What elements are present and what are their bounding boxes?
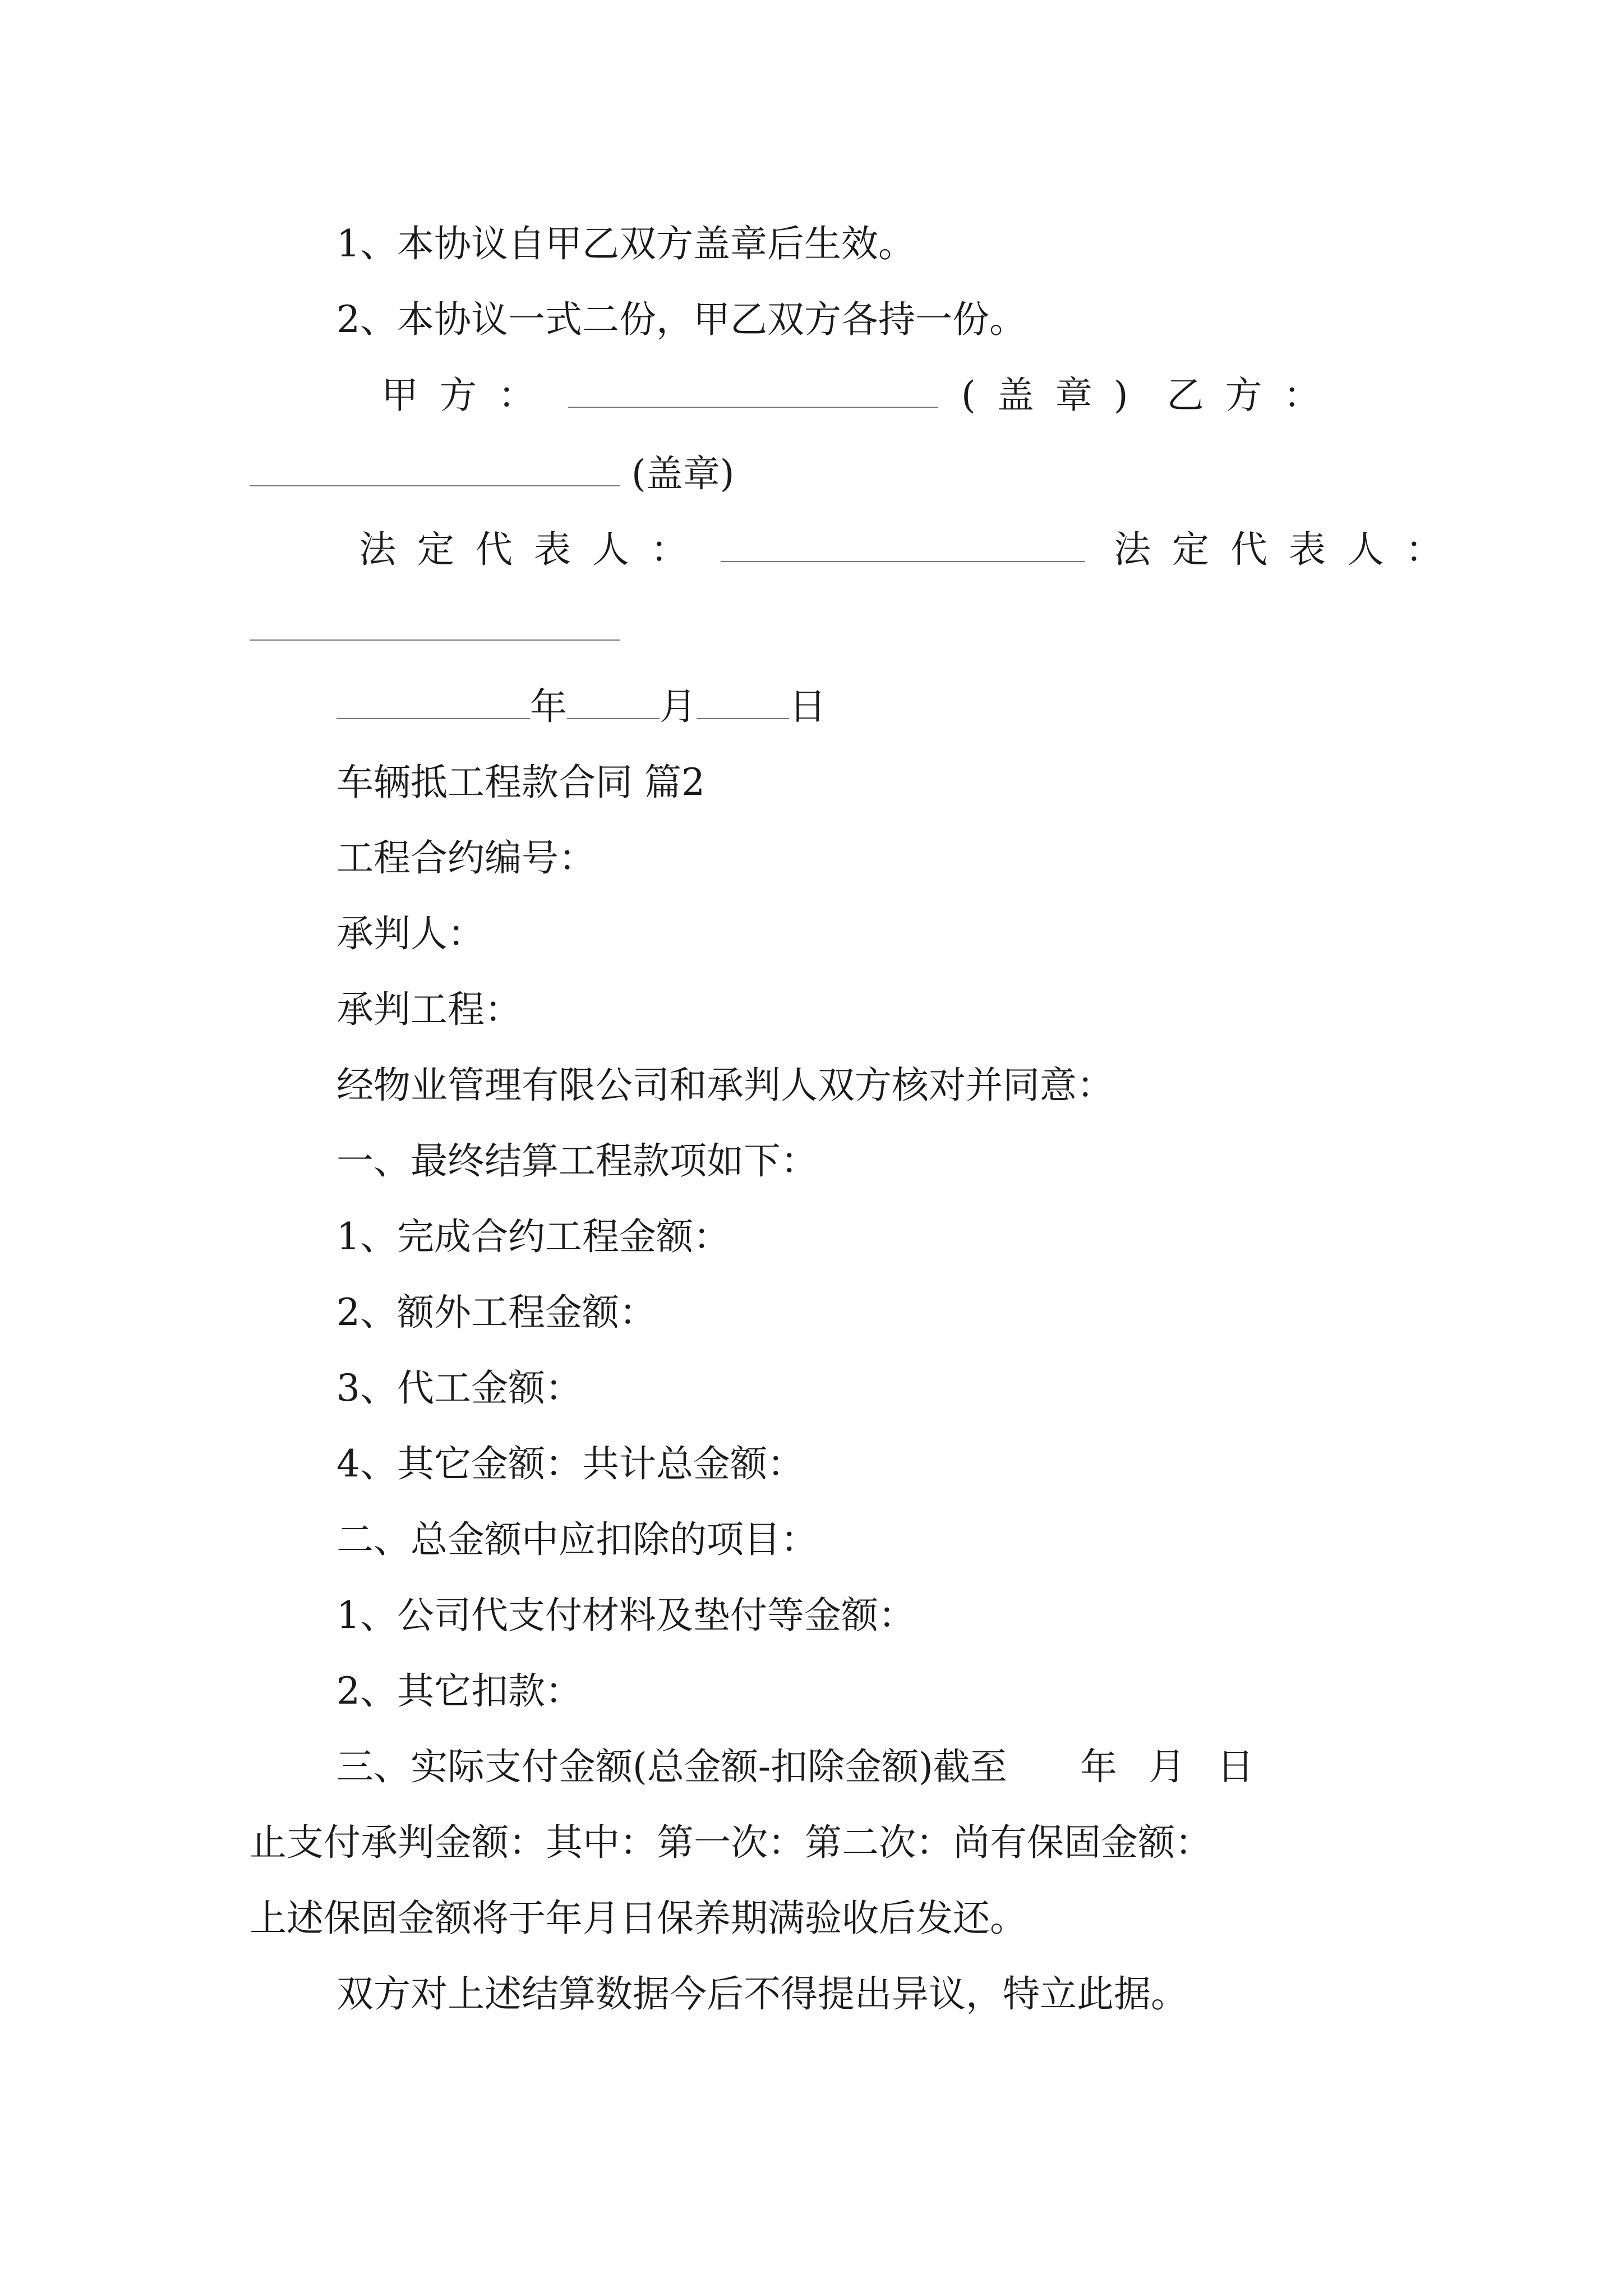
rep-a-blank [721,528,1085,562]
party-b-label: 乙方： [1166,374,1342,417]
rep-signature-line [359,524,1464,575]
contract-number: 工程合约编号： [336,836,596,880]
section-title: 车辆抵工程款合同 篇2 [336,761,705,804]
closing-statement: 双方对上述结算数据今后不得提出异议，特立此据。 [336,1972,1188,2016]
day-blank [697,685,789,719]
item-other-deductions: 2、其它扣款： [336,1669,582,1713]
item-extra-amount: 2、额外工程金额： [336,1291,656,1334]
party-a-blank [568,374,938,408]
party-b-blank [250,453,620,486]
date-line [336,682,826,732]
party-signature-line [381,370,1341,421]
party-b-seal: (盖章) [631,452,735,495]
intro: 经物业管理有限公司和承判人双方核对并同意： [336,1064,1114,1107]
rep-b-label: 法定代表人： [1113,528,1464,571]
actual-payment-year: 年 [1080,1745,1117,1788]
rep-b-blank [250,607,620,641]
clause-copies: 2、本协议一式二份，甲乙双方各持一份。 [336,298,1026,341]
party-b-signature-line [250,449,734,499]
contractor: 承判人： [336,912,485,955]
item-labor-amount: 3、代工金额： [336,1366,582,1410]
month-blank [567,685,660,719]
heading-final-settlement: 一、最终结算工程款项如下： [336,1139,818,1182]
month-label: 月 [660,685,697,728]
heading-actual-payment [336,1742,1254,1792]
retention-note: 上述保固金额将于年月日保养期满验收后发还。 [250,1897,1027,1940]
project: 承判工程： [336,988,522,1031]
payment-details: 止支付承判金额：其中：第一次：第二次：尚有保固金额： [250,1821,1212,1864]
party-a-seal: (盖章) [961,374,1150,417]
actual-payment-text: 三、实际支付金额(总金额-扣除金额)截至 [336,1745,1007,1788]
actual-payment-day: 日 [1216,1745,1254,1788]
item-contract-amount: 1、完成合约工程金额： [336,1215,730,1258]
item-company-paid: 1、公司代支付材料及垫付等金额： [336,1594,915,1637]
clause-effective: 1、本协议自甲乙双方盖章后生效。 [336,222,915,265]
heading-deductions: 二、总金额中应扣除的项目： [336,1518,818,1561]
day-label: 日 [789,685,826,728]
rep-b-blank-line [250,603,620,654]
year-blank [336,685,530,719]
rep-a-label: 法定代表人： [359,528,709,571]
year-label: 年 [530,685,567,728]
actual-payment-month: 月 [1148,1745,1186,1788]
party-a-label: 甲方： [381,374,556,417]
item-other-amount: 4、其它金额：共计总金额： [336,1442,804,1485]
